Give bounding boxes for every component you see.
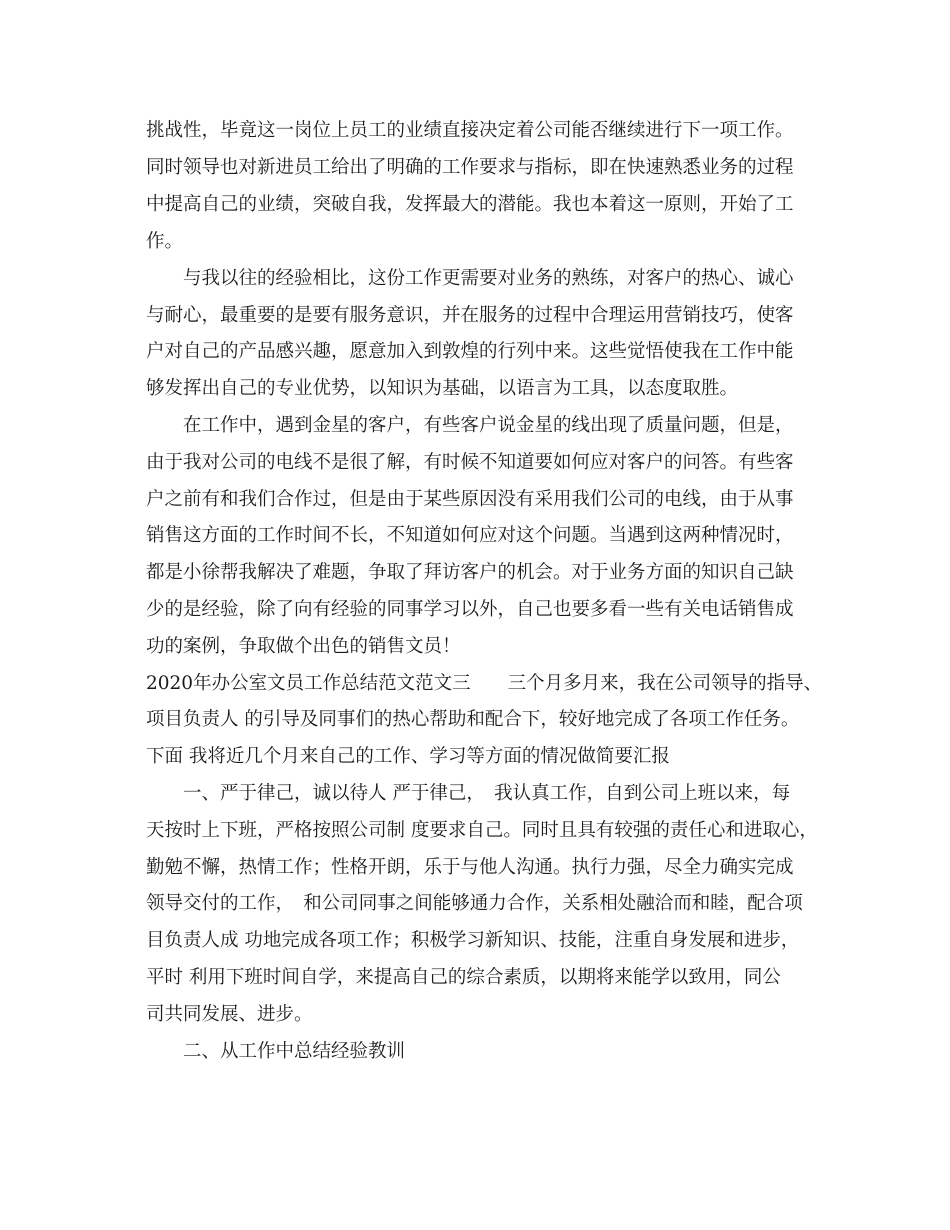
text-line-9: 在工作中，遇到金星的客户，有些客户说金星的线出现了质量问题，但是， bbox=[183, 415, 794, 436]
text-line-7: 户对自己的产品感兴趣，愿意加入到敦煌的行列中来。这些觉悟使我在工作中能 bbox=[146, 341, 794, 362]
text-line-10: 由于我对公司的电线不是很了解，有时候不知道要如何应对客户的问答。有些客 bbox=[146, 452, 794, 473]
text-line-11: 户之前有和我们合作过，但是由于某些原因没有采用我们公司的电线，由于从事 bbox=[146, 489, 794, 510]
text-line-24: 平时 利用下班时间自学，来提高自己的综合素质，以期将来能学以致用，同公 bbox=[146, 967, 781, 988]
text-line-13: 都是小徐帮我解决了难题，争取了拜访客户的机会。对于业务方面的知识自己缺 bbox=[146, 562, 794, 583]
text-line-12: 销售这方面的工作时间不长，不知道如何应对这个问题。当遇到这两种情况时， bbox=[146, 525, 794, 546]
text-line-20: 天按时上下班，严格按照公司制 度要求自己。同时且具有较强的责任心和进取心， bbox=[146, 820, 818, 841]
text-line-3: 中提高自己的业绩，突破自我，发挥最大的潜能。我也本着这一原则，开始了工 bbox=[146, 194, 794, 215]
text-line-23: 目负责人成 功地完成各项工作；积极学习新知识、技能，注重自身发展和进步， bbox=[146, 930, 800, 951]
text-line-5: 与我以往的经验相比，这份工作更需要对业务的熟练，对客户的热心、诚心 bbox=[183, 268, 794, 289]
text-line-2: 同时领导也对新进员工给出了明确的工作要求与指标，即在快速熟悉业务的过程 bbox=[146, 157, 794, 178]
text-line-8: 够发挥出自己的专业优势，以知识为基础，以语言为工具，以态度取胜。 bbox=[146, 378, 739, 399]
text-line-1: 挑战性，毕竟这一岗位上员工的业绩直接决定着公司能否继续进行下一项工作。 bbox=[146, 120, 794, 141]
text-line-15: 功的案例，争取做个出色的销售文员！ bbox=[146, 636, 461, 657]
text-line-6: 与耐心，最重要的是要有服务意识，并在服务的过程中合理运用营销技巧，使客 bbox=[146, 305, 794, 326]
text-line-26: 二、从工作中总结经验教训 bbox=[183, 1041, 406, 1062]
text-line-17: 项目负责人 的引导及同事们的热心帮助和配合下，较好地完成了各项工作任务。 bbox=[146, 709, 800, 730]
text-line-22: 领导交付的工作， 和公司同事之间能够通力合作，关系相处融洽而和睦，配合项 bbox=[146, 893, 803, 914]
text-line-19: 一、严于律己，诚以待人 严于律己， 我认真工作，自到公司上班以来，每 bbox=[183, 783, 791, 804]
section-heading-line: 2020年办公室文员工作总结范文范文三 三个月多月来，我在公司领导的指导、 bbox=[146, 673, 823, 694]
text-line-4: 作。 bbox=[146, 231, 184, 252]
text-line-21: 勤勉不懈，热情工作；性格开朗，乐于与他人沟通。执行力强，尽全力确实完成 bbox=[146, 857, 794, 878]
text-line-18: 下面 我将近几个月来自己的工作、学习等方面的情况做简要汇报 bbox=[146, 746, 670, 767]
text-line-25: 司共同发展、进步。 bbox=[146, 1004, 313, 1025]
text-line-14: 少的是经验，除了向有经验的同事学习以外，自己也要多看一些有关电话销售成 bbox=[146, 599, 794, 620]
